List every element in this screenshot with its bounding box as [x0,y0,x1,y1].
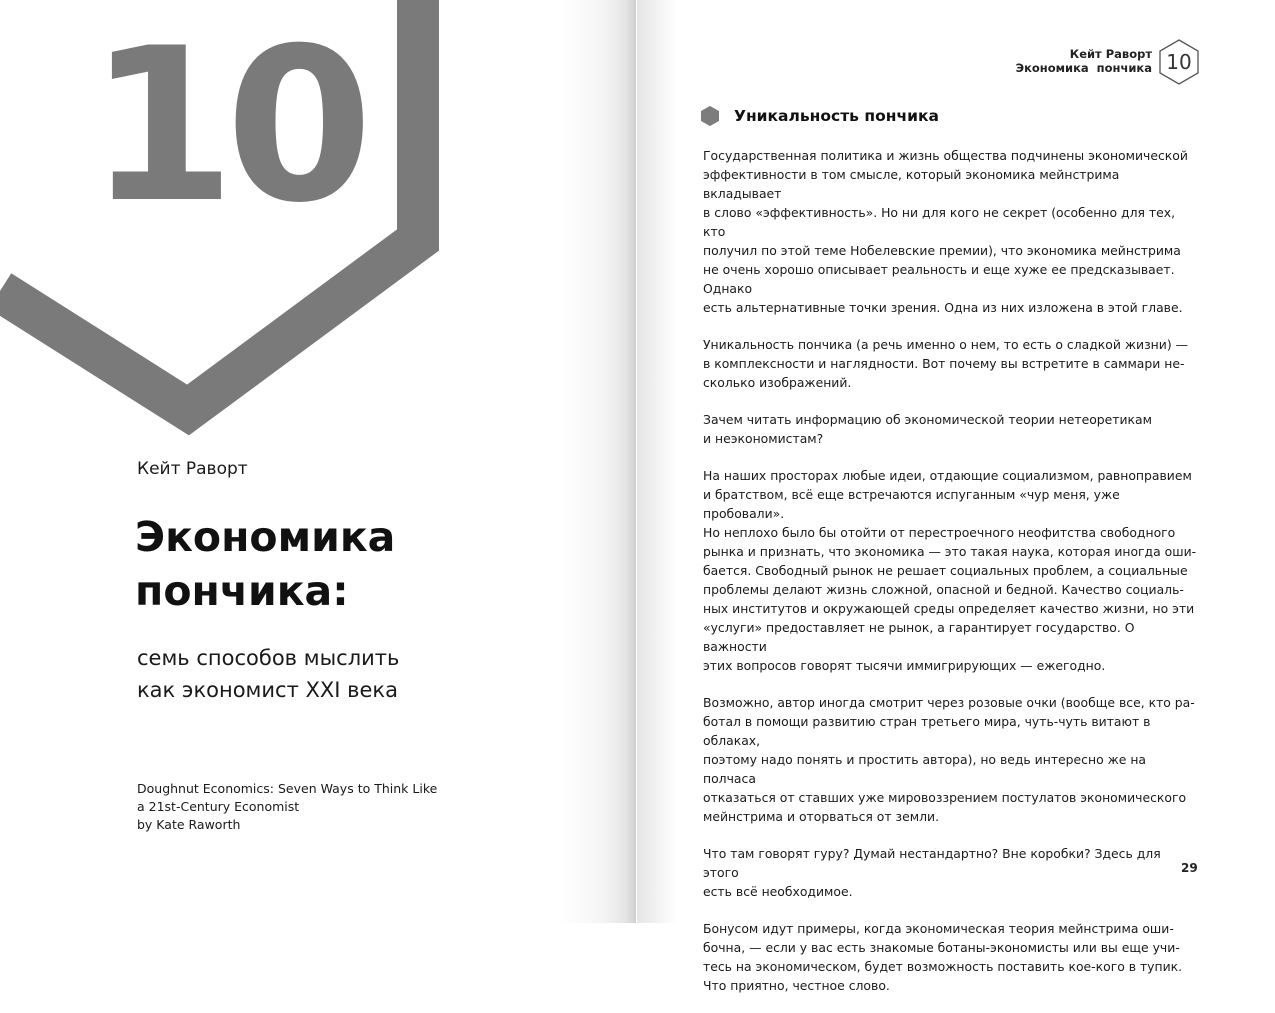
original-title [137,780,437,834]
subtitle-line: как экономист XXI века [137,678,398,702]
book-title-line: пончика: [135,567,349,615]
original-title-line: Doughnut Economics: Seven Ways to Think Like [137,781,438,796]
body-line: тесь на экономическом, будет возможность поставить кое-кого в тупик. [703,959,1183,974]
original-title-line: a 21st-Century Economist [137,799,300,814]
body-line: мейнстрима и оторваться от земли. [703,809,940,824]
body-line: Что там говорят гуру? Думай нестандартно? Вне коробки? Здесь для этого [703,846,1161,880]
body-paragraph [703,693,1198,826]
body-line: не очень хорошо описывает реальность и еще хуже ее предсказывает. Однако [703,262,1175,296]
body-paragraph [703,919,1198,995]
body-line: и неэкономистам? [703,431,824,446]
book-subtitle [137,642,399,706]
body-line: в слово «эффективность». Но ни для кого не секрет (особенно для тех, кто [703,205,1176,239]
body-line: Что приятно, честное слово. [703,978,890,993]
body-line: отказаться от ставших уже мировоззрением постулатов экономического [703,790,1187,805]
body-paragraph [703,466,1198,675]
left-page [0,0,630,923]
body-line: Но неплохо было бы отойти от перестроечного неофитства свободного [703,525,1176,540]
header-chapter-number: 10 [1166,50,1192,74]
section-title: Уникальность пончика [734,107,939,125]
page-number: 29 [1181,861,1198,875]
book-title [135,510,395,618]
running-header [1016,47,1152,75]
header-author: Кейт Раворт [1069,47,1152,61]
section-heading [700,105,939,127]
body-line: Уникальность пончика (а речь именно о нем, то есть о сладкой жизни) — [703,337,1188,352]
body-paragraph [703,410,1198,448]
body-line: и братством, всё еще встречаются испуганным «чур меня, уже пробовали». [703,487,1120,521]
body-line: есть альтернативные точки зрения. Одна из них изложена в этой главе. [703,300,1183,315]
body-line: поэтому надо понять и простить автора), но ведь интересно же на полчаса [703,752,1147,786]
body-paragraph [703,335,1198,392]
body-line: бается. Свободный рынок не решает социальных проблем, а социальные [703,563,1188,578]
body-line: Зачем читать информацию об экономической теории нетеоретикам [703,412,1152,427]
body-line: сколько изображений. [703,375,852,390]
body-line: рынка и признать, что экономика — это такая наука, которая иногда оши- [703,544,1197,559]
body-line: этих вопросов говорят тысячи иммигрирующих — ежегодно. [703,658,1106,673]
body-line: есть всё необходимое. [703,884,853,899]
header-title: Экономика пончика [1015,61,1152,75]
original-author-line: by Kate Raworth [137,817,241,832]
body-line: ных институтов и окружающей среды определяет качество жизни, но эти [703,601,1195,616]
body-paragraph [703,844,1198,901]
body-line: в комплексности и наглядности. Вот почему вы встретите в саммари не- [703,356,1185,371]
body-text [703,146,1198,1013]
hexagon-bullet-icon [700,105,720,127]
body-line: эффективности в том смысле, который экономика мейнстрима вкладывает [703,167,1120,201]
body-line: «услуги» предоставляет не рынок, а гарантирует государство. О важности [703,620,1135,654]
body-line: Возможно, автор иногда смотрит через розовые очки (вообще все, кто ра- [703,695,1195,710]
body-line: бочна, — если у вас есть знакомые ботаны-экономисты или вы еще учи- [703,940,1180,955]
subtitle-line: семь способов мыслить [137,646,400,670]
body-line: На наших просторах любые идеи, отдающие социализмом, равноправием [703,468,1192,483]
chapter-number: 10 [88,2,364,249]
body-paragraph [703,146,1198,317]
right-page [636,0,1275,993]
body-line: ботал в помощи развитию стран третьего мира, чуть-чуть витают в облаках, [703,714,1151,748]
book-title-line: Экономика [135,513,396,561]
body-line: Государственная политика и жизнь общества подчинены экономической [703,148,1188,163]
body-line: Бонусом идут примеры, когда экономическая теория мейнстрима оши- [703,921,1174,936]
body-line: получил по этой теме Нобелевские премии), что экономика мейнстрима [703,243,1181,258]
body-line: проблемы делают жизнь сложной, опасной и бедной. Качество социаль- [703,582,1184,597]
author-name: Кейт Раворт [137,459,248,479]
